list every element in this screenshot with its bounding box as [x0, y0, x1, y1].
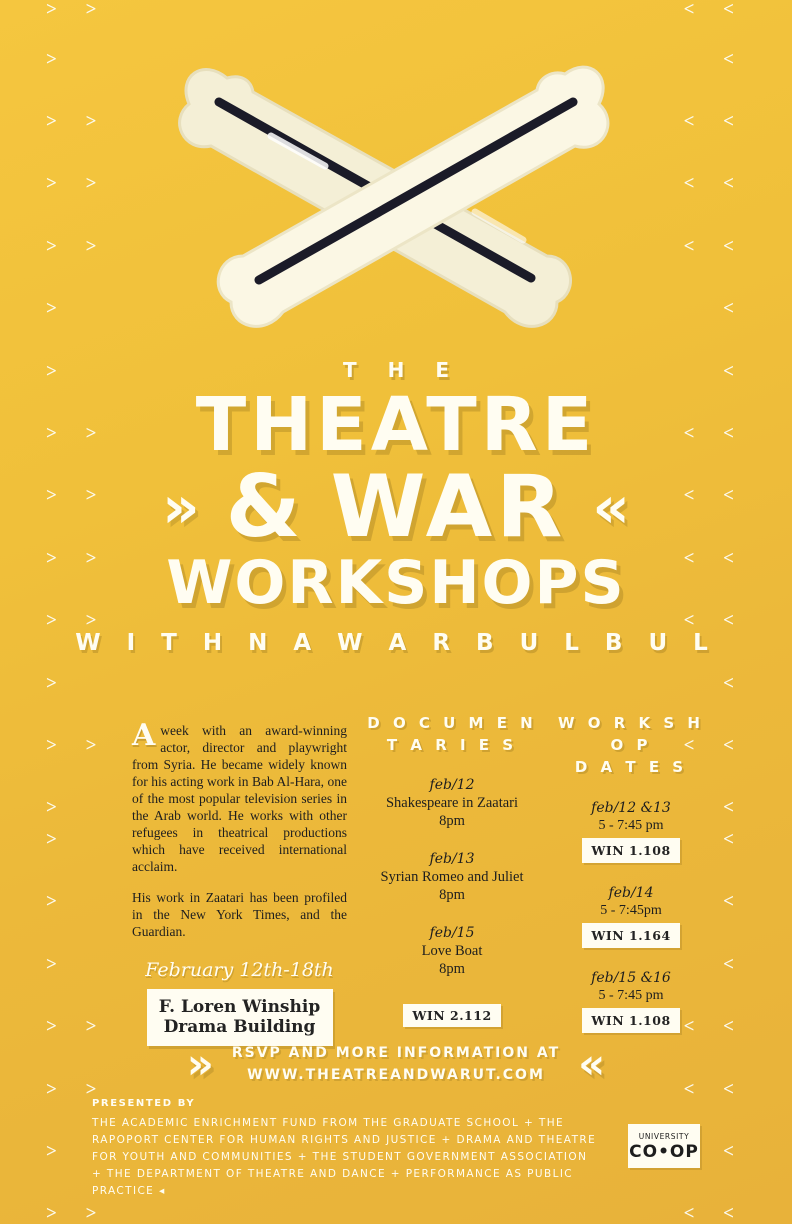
chevron-marker: > [46, 361, 69, 382]
chevron-marker: > [46, 1141, 69, 1162]
chevron-marker: < [723, 673, 746, 694]
rsvp-url[interactable]: WWW.THEATREANDWARUT.COM [247, 1067, 545, 1083]
workshop-room-badge: WIN 1.108 [582, 1008, 679, 1033]
university-coop-logo [628, 1124, 700, 1168]
documentary-item [362, 850, 542, 904]
workshop-date: feb/12 &13 [591, 800, 671, 816]
chevron-marker: < [723, 797, 746, 818]
workshop-time: 5 - 7:45 pm [598, 818, 664, 833]
chevron-marker: < [723, 1141, 746, 1162]
chevron-marker: > > [46, 610, 109, 631]
chevron-marker: > > [46, 1016, 109, 1037]
workshop-heading-line-1: W O R K S H O P [558, 714, 704, 754]
chevron-marker: > > [46, 236, 109, 257]
chevron-marker: > [46, 829, 69, 850]
double-chevron-left-icon: « [578, 1039, 606, 1088]
documentary-title: Shakespeare in Zaatari [385, 795, 519, 811]
workshop-time: 5 - 7:45 pm [598, 988, 664, 1003]
workshop-item [556, 800, 706, 863]
title-workshops: WORKSHOPS [166, 548, 626, 618]
venue-line-2: Drama Building [163, 1017, 316, 1037]
documentaries-room-badge: WIN 2.112 [403, 1004, 500, 1027]
documentary-title: Love Boat [421, 943, 483, 959]
rsvp-bar[interactable] [0, 1039, 792, 1088]
documentary-date: feb/12 [429, 777, 475, 793]
documentary-time: 8pm [439, 887, 465, 903]
title-war: WAR [330, 457, 567, 557]
coop-logo-line-2: CO•OP [629, 1142, 699, 1162]
chevron-marker: < < [683, 111, 746, 132]
double-chevron-right-icon: » [186, 1039, 214, 1088]
chevron-marker: < [723, 361, 746, 382]
documentary-title: Syrian Romeo and Juliet [380, 869, 524, 885]
double-chevron-left-icon: « [592, 473, 630, 541]
workshop-date: feb/14 [608, 885, 654, 901]
documentary-item [362, 924, 542, 978]
chevron-marker: > [46, 49, 69, 70]
title-with-artist: W I T H N A W A R B U L B U L [75, 630, 717, 656]
chevron-marker: < < [683, 173, 746, 194]
documentaries-heading: D O C U M E N T A R I E S [367, 714, 537, 754]
chevron-marker: < < [683, 0, 746, 20]
workshop-room-badge: WIN 1.108 [582, 838, 679, 863]
chevron-marker: > > [46, 548, 109, 569]
workshop-item [556, 885, 706, 948]
documentary-item [362, 776, 542, 830]
chevron-marker: < [723, 49, 746, 70]
chevron-marker: > [46, 797, 69, 818]
documentary-time: 8pm [439, 961, 465, 977]
title-amp-war-row [0, 457, 792, 557]
rsvp-line-1: RSVP AND MORE INFORMATION AT [231, 1045, 561, 1061]
chevron-marker: > > [46, 1079, 109, 1100]
double-chevron-right-icon: » [162, 473, 200, 541]
chevron-marker: < [723, 829, 746, 850]
workshop-time: 5 - 7:45pm [600, 903, 662, 918]
chevron-marker: < [723, 954, 746, 975]
chevron-marker: < < [683, 735, 746, 756]
rsvp-text [232, 1042, 560, 1086]
chevron-marker: > [46, 891, 69, 912]
chevron-marker: > [46, 298, 69, 319]
workshop-date: feb/15 &16 [591, 970, 671, 986]
chevron-marker: > > [46, 1203, 109, 1224]
chevron-marker: > > [46, 423, 109, 444]
chevron-marker: > [46, 954, 69, 975]
bio-paragraph-1 [132, 718, 347, 875]
bio-paragraph-1-text: week with an award-winning actor, director and playwright from Syria. He became widely known for his acting work in Bab Al-Hara, one of the most popular television series in the Arab world. He works with other refugees in theatrical productions which have received international acclaim. [132, 723, 347, 874]
documentary-date: feb/15 [429, 925, 475, 941]
chevron-marker: < < [683, 423, 746, 444]
workshop-heading-line-2: D A T E S [574, 758, 688, 776]
title-the: T H E [343, 358, 461, 382]
presented-by-label: PRESENTED BY [92, 1098, 196, 1109]
title-theatre: THEATRE [195, 382, 597, 468]
artist-bio-column [132, 718, 347, 1046]
sponsor-credits: THE ACADEMIC ENRICHMENT FUND FROM THE GRADUATE SCHOOL + THE RAPOPORT CENTER FOR HUMAN RIGHTS AND JUSTICE + DRAMA AND THEATRE FOR YOUTH AND COMMUNITIES + THE STUDENT GOVERNMENT ASSOCIATION + THE DEPARTMENT OF THEATRE AND DANCE + PERFORMANCE AS PUBLIC PRACTICE ◂ [92, 1117, 597, 1197]
chevron-marker: > > [46, 173, 109, 194]
workshop-dates-column [556, 712, 706, 1033]
chevron-marker: < < [683, 548, 746, 569]
venue-card [147, 989, 333, 1046]
coop-logo-line-1: UNIVERSITY [638, 1132, 690, 1141]
event-date-range: February 12th-18th [145, 959, 334, 981]
footer [92, 1098, 700, 1200]
chevron-marker: < < [683, 610, 746, 631]
chevron-marker: < < [683, 1016, 746, 1037]
chevron-marker: < [723, 298, 746, 319]
workshop-item [556, 970, 706, 1033]
chevron-marker: < < [683, 485, 746, 506]
chevron-marker: > > [46, 111, 109, 132]
bio-dropcap: A [132, 718, 156, 753]
documentary-date: feb/13 [429, 851, 475, 867]
chevron-marker: < [723, 891, 746, 912]
chevron-marker: > > [46, 485, 109, 506]
chevron-marker: < < [683, 1079, 746, 1100]
chevron-marker: > > [46, 735, 109, 756]
chevron-marker: < < [683, 1203, 746, 1224]
venue-line-1: F. Loren Winship [158, 997, 321, 1017]
chevron-marker: < < [683, 236, 746, 257]
chevron-marker: > [46, 673, 69, 694]
documentary-time: 8pm [439, 813, 465, 829]
documentaries-room-wrap [362, 1004, 542, 1027]
chevron-marker: > > [46, 0, 109, 20]
crossed-bones-illustration [175, 40, 615, 360]
bio-paragraph-2: His work in Zaatari has been profiled in the New York Times, and the Guardian. [132, 890, 347, 939]
poster-title [0, 358, 792, 656]
documentaries-column [362, 712, 542, 1027]
title-ampersand: & [225, 457, 305, 557]
workshop-room-badge: WIN 1.164 [582, 923, 679, 948]
